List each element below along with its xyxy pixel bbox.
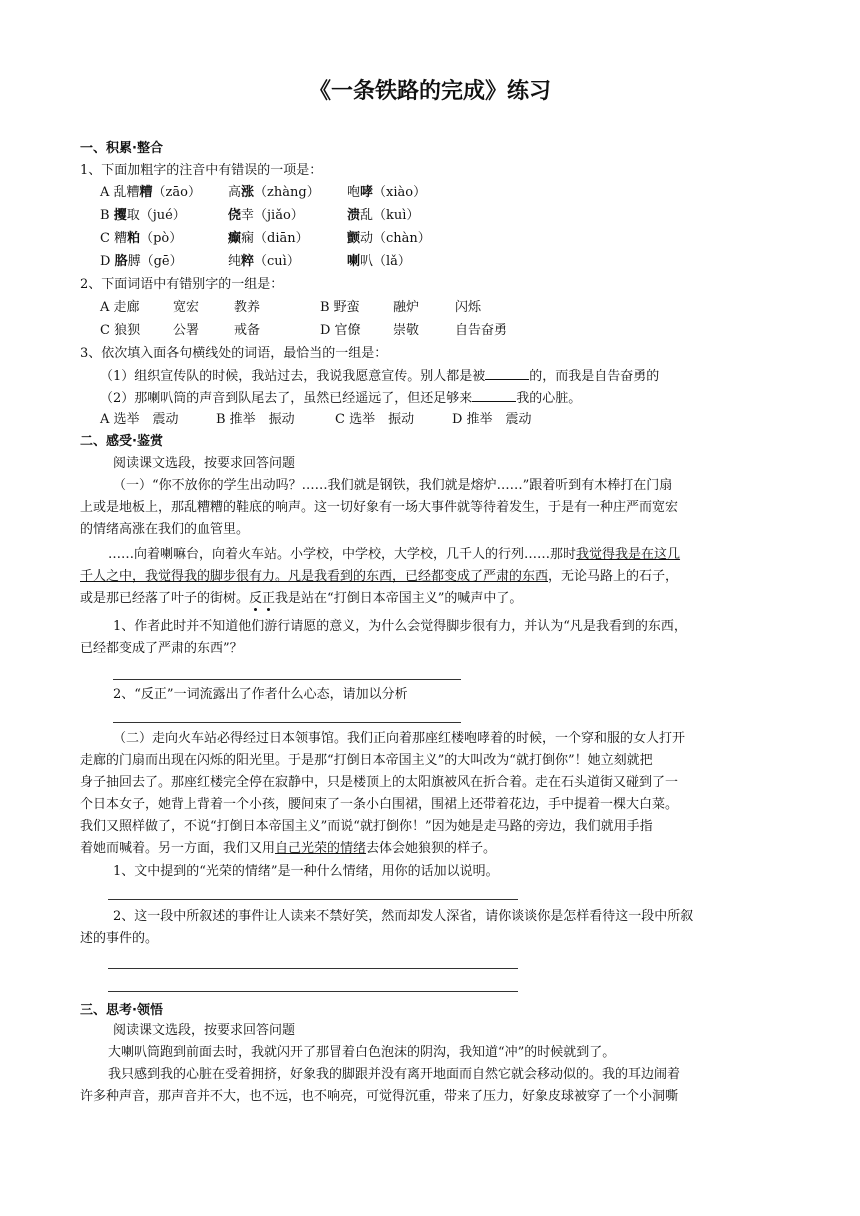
passage-line: （二）走向火车站必得经过日本领事馆。我们正向着那座红楼咆哮着的时候，一个穿和服的女人打开: [113, 731, 686, 746]
q1-option-b2: 侥幸（jiǎo）: [228, 208, 304, 223]
q3-option: C 选举 振动: [335, 412, 415, 427]
q1-option-a1: A 乱糟糟（zāo）: [100, 185, 201, 200]
answer-line[interactable]: [108, 899, 518, 900]
passage-line: 走廊的门扇而出现在闪烁的阳光里。于是那“打倒日本帝国主义”的大叫改为“就打倒你”！她立刻就把: [80, 753, 653, 768]
q2-word: C 狼狈: [100, 323, 141, 338]
q1-option-a3: 咆哮（xiào）: [347, 185, 427, 200]
question-line: 2、这一段中所叙述的事件让人读来不禁好笑，然而却发人深省，请你谈谈你是怎样看待这一段中所叙: [113, 909, 694, 924]
q1-stem: 1、下面加粗字的注音中有错误的一项是：: [80, 163, 323, 178]
section-heading-1: 一、积累·整合: [80, 141, 163, 156]
underlined-text: 千人之中，我觉得我的脚步很有力。凡是我看到的东西，已经都变成了严肃的东西: [80, 569, 549, 584]
q2-word: 融炉: [393, 300, 420, 315]
q2-word: 公署: [173, 323, 200, 338]
question-line: 2、“反正”一词流露出了作者什么心态，请加以分析: [113, 687, 408, 702]
fill-blank: [485, 367, 529, 380]
q2-word: 宽宏: [173, 300, 200, 315]
q1-option-d1: D 胳膊（gē）: [100, 254, 183, 269]
q3-option: D 推举 震动: [452, 412, 532, 427]
q3-stem: 3、依次填入面各句横线处的词语，最恰当的一组是：: [80, 346, 388, 361]
emphasis-dot-char: 正: [262, 591, 276, 606]
q1-option-d3: 喇叭（lǎ）: [347, 254, 411, 269]
q2-word: D 官僚: [320, 323, 361, 338]
q3-option: B 推举 振动: [216, 412, 295, 427]
underlined-text: 自己光荣的情绪: [275, 841, 367, 856]
passage-line: 大喇叭筒跑到前面去时，我就闪开了那冒着白色泡沫的阴沟，我知道“冲”的时候就到了。: [108, 1045, 616, 1060]
q1-option-c1: C 糟粕（pò）: [100, 231, 183, 246]
fill-blank: [472, 389, 516, 402]
question-line: 1、作者此时并不知道他们游行请愿的意义，为什么会觉得脚步很有力，并认为“凡是我看到的东西，: [113, 619, 687, 634]
q1-option-a2: 高涨（zhàng）: [228, 185, 320, 200]
question-line: 述的事件的。: [80, 931, 159, 946]
section-heading-2: 二、感受·鉴赏: [80, 434, 163, 449]
passage-line: 许多种声音，那声音并不大，也不远，也不响亮，可觉得沉重，带来了压力，好象皮球被穿了一个小洞嘶: [80, 1089, 679, 1104]
q2-word: 自告奋勇: [455, 323, 508, 338]
q1-option-d2: 纯粹（cuì）: [228, 254, 300, 269]
passage-line: 身子抽回去了。那座红楼完全停在寂静中，只是楼顶上的太阳旗被风在折合着。走在石头道街又碰到了一: [80, 775, 679, 790]
reading-intro: 阅读课文选段，按要求回答问题: [113, 456, 296, 471]
reading-intro: 阅读课文选段，按要求回答问题: [113, 1023, 296, 1038]
passage-line: （一）“你不放你的学生出动吗？……我们就是钢铁，我们就是熔炉……”跟着听到有木棒打在门扇: [113, 478, 673, 493]
q2-word: A 走廊: [100, 300, 140, 315]
emphasis-dot-char: 反: [249, 591, 263, 606]
q3-sentence-2: （2）那喇叭筒的声音到队尾去了，虽然已经遥远了，但还足够来 我的心脏。: [100, 391, 582, 406]
q2-word: 崇敬: [393, 323, 420, 338]
q3-sentence-1: （1）组织宣传队的时候，我站过去，我说我愿意宣传。别人都是被 的，而我是自告奋勇的: [100, 369, 660, 384]
passage-line: 着她而喊着。另一方面，我们又用自己光荣的情绪去体会她狼狈的样子。: [80, 841, 497, 856]
passage-line: 千人之中，我觉得我的脚步很有力。凡是我看到的东西，已经都变成了严肃的东西，无论马路上的石子，: [80, 569, 679, 584]
answer-line[interactable]: [113, 722, 461, 723]
q3-option: A 选举 震动: [100, 412, 179, 427]
question-line: 1、文中提到的“光荣的情绪”是一种什么情绪，用你的话加以说明。: [113, 864, 499, 879]
answer-line[interactable]: [108, 991, 518, 992]
page-title: 《一条铁路的完成》练习: [308, 79, 551, 104]
answer-line[interactable]: [108, 968, 518, 969]
q1-option-c2: 癫痫（diān）: [228, 231, 309, 246]
passage-line: ……向着喇嘛台，向着火车站。小学校，中学校，大学校，几千人的行列……那时我觉得我是在这几: [108, 547, 681, 562]
answer-line[interactable]: [113, 679, 461, 680]
passage-line: 我只感到我的心脏在受着拥挤，好象我的脚跟并没有离开地面而自然它就会移动似的。我的耳边闹着: [108, 1067, 681, 1082]
question-line: 已经都变成了严肃的东西”？: [80, 641, 243, 656]
q1-option-b3: 溃乱（kuì）: [347, 208, 420, 223]
q1-option-c3: 颤动（chàn）: [347, 231, 431, 246]
passage-line: 个日本女子，她背上背着一个小孩，腰间束了一条小白围裙，围裙上还带着花边，手中提着一棵大白菜。: [80, 797, 679, 812]
q2-word: B 野蛮: [320, 300, 360, 315]
q2-stem: 2、下面词语中有错别字的一组是：: [80, 277, 284, 292]
passage-line: 我们又照样做了，不说“打倒日本帝国主义”而说“就打倒你！”因为她是走马路的旁边，我们就用手指: [80, 819, 653, 834]
section-heading-3: 三、思考·领悟: [80, 1003, 163, 1018]
q2-word: 教养: [234, 300, 261, 315]
q2-word: 戒备: [234, 323, 261, 338]
passage-line: 上或是地板上，那乱糟糟的鞋底的响声。这一切好象有一场大事件就等待着发生，于是有一种庄严而宽宏: [80, 500, 679, 515]
underlined-text: 我觉得我是在这几: [576, 547, 681, 562]
passage-line: 的情绪高涨在我们的血管里。: [80, 522, 250, 537]
passage-line: 或是那已经落了叶子的街树。反正我是站在“打倒日本帝国主义”的喊声中了。: [80, 591, 523, 606]
q1-option-b1: B 攫取（jué）: [100, 208, 186, 223]
q2-word: 闪烁: [455, 300, 482, 315]
